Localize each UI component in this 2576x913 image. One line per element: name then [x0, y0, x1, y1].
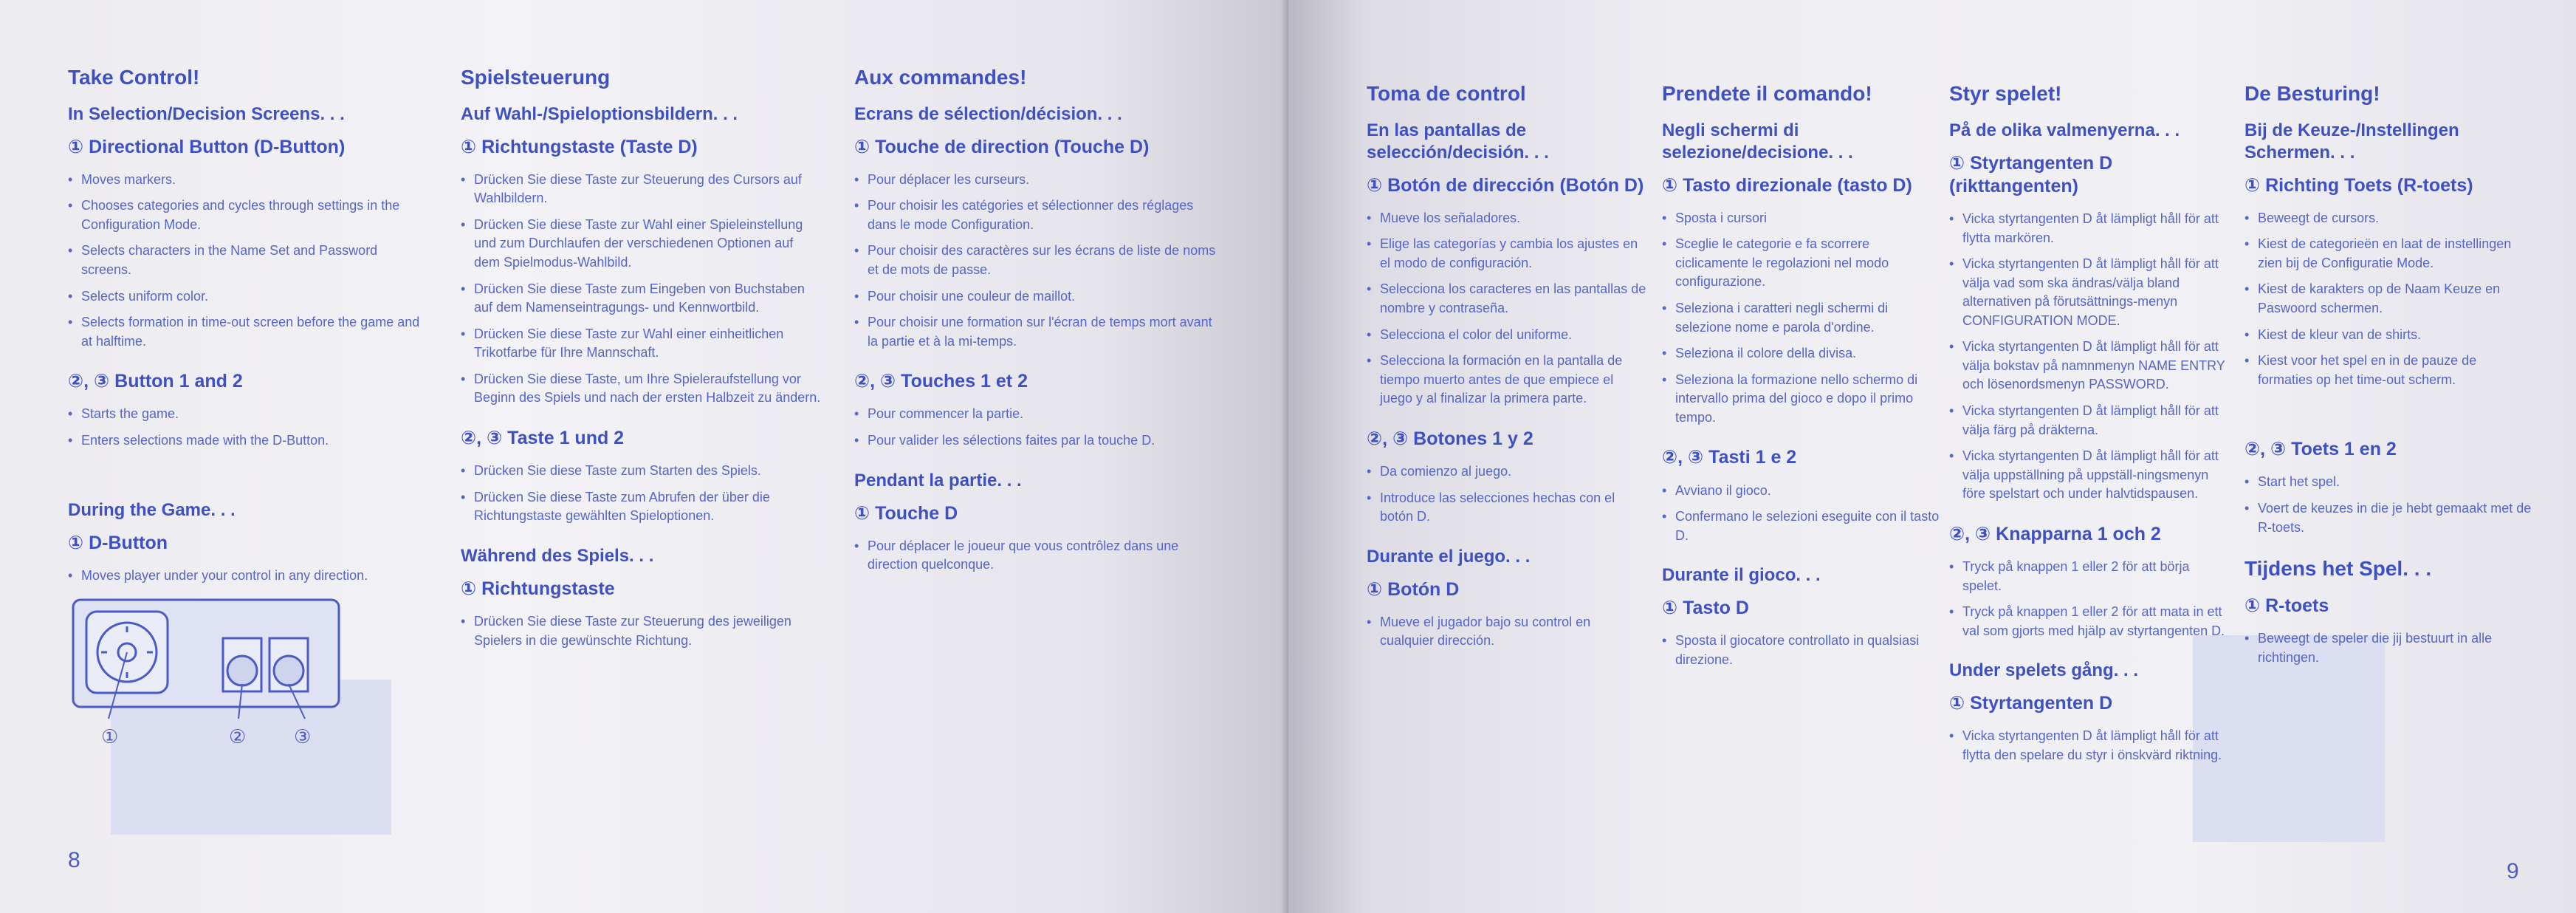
- list-item: • Selecciona el color del uniforme.: [1367, 326, 1647, 345]
- english-heading-dbutton: ① Directional Button (D-Button): [68, 136, 346, 157]
- french-dbutton2-list: [854, 537, 1223, 575]
- list-item: • Beweegt de cursors.: [2244, 209, 2532, 228]
- swedish-dbutton-list: [1949, 210, 2226, 504]
- list-item: • Sposta i cursori: [1662, 209, 1943, 228]
- french-title: Aux commandes!: [854, 66, 1027, 89]
- spanish-dbutton-list: [1367, 209, 1647, 408]
- list-item: • Elige las categorías y cambia los ajustes en el modo de configuración.: [1367, 235, 1647, 273]
- german-title: Spielsteuerung: [461, 66, 611, 89]
- list-item: • Seleziona la formazione nello schermo di intervallo prima del gioco e dopo il primo tempo.: [1662, 371, 1943, 428]
- list-item: • Pour choisir les catégories et sélectionner des réglages dans le mode Configuration.: [854, 196, 1223, 234]
- french-heading-buttons: ②, ③ Touches 1 et 2: [854, 371, 1028, 392]
- list-item: • Kiest de karakters op de Naam Keuze en Paswoord schermen.: [2244, 280, 2532, 318]
- dutch-title: De Besturing!: [2244, 82, 2380, 105]
- list-item: • Pour valider les sélections faites par la touche D.: [854, 431, 1223, 451]
- french-heading-dbutton: ① Touche de direction (Touche D): [854, 136, 1150, 157]
- french-subheading-selection: Ecrans de sélection/décision. . .: [854, 103, 1122, 124]
- dutch-heading-dbutton2: ① R-toets: [2244, 595, 2329, 616]
- list-item: • Tryck på knappen 1 eller 2 för att börja spelet.: [1949, 558, 2226, 595]
- dutch-subheading-game: Tijdens het Spel. . .: [2244, 557, 2432, 581]
- german-subheading-selection: Auf Wahl-/Spieloptionsbildern. . .: [461, 103, 738, 124]
- german-dbutton2-list: [461, 612, 822, 650]
- spanish-heading-dbutton: ① Botón de dirección (Botón D): [1367, 174, 1644, 196]
- spanish-title: Toma de control: [1367, 82, 1526, 105]
- english-heading-dbutton2: ① D-Button: [68, 532, 168, 553]
- spanish-column: [1367, 81, 1647, 670]
- list-item: • Pour choisir des caractères sur les écrans de liste de noms et de mots de passe.: [854, 242, 1223, 279]
- english-subheading-selection: In Selection/Decision Screens. . .: [68, 103, 345, 124]
- dutch-subheading-selection: Bij de Keuze-/Instellingen Schermen. . .: [2244, 120, 2459, 163]
- list-item: • Drücken Sie diese Taste zum Abrufen der über die Richtungstaste gewählten Spieloptionen.: [461, 488, 822, 526]
- list-item: • Introduce las selecciones hechas con el botón D.: [1367, 489, 1647, 527]
- english-heading-buttons: ②, ③ Button 1 and 2: [68, 371, 243, 392]
- dutch-buttons-list: [2244, 473, 2532, 537]
- french-heading-dbutton2: ① Touche D: [854, 502, 958, 524]
- french-subheading-game: Pendant la partie. . .: [854, 470, 1022, 490]
- list-item: • Vicka styrtangenten D åt lämpligt håll för att välja färg på dräkterna.: [1949, 402, 2226, 440]
- list-item: • Seleziona i caratteri negli schermi di selezione nome e parola d'ordine.: [1662, 299, 1943, 337]
- german-column: [461, 65, 822, 669]
- list-item: • Sposta il giocatore controllato in qualsiasi direzione.: [1662, 632, 1943, 669]
- list-item: • Vicka styrtangenten D åt lämpligt håll för att välja vad som ska ändras/välja bland alternativen på förutsättnings-menyn CONFIGURATION MODE.: [1949, 255, 2226, 330]
- swedish-buttons-list: [1949, 558, 2226, 640]
- english-dbutton-list: [68, 171, 422, 351]
- italian-dbutton-list: [1662, 209, 1943, 427]
- german-heading-dbutton: ① Richtungstaste (Taste D): [461, 136, 698, 157]
- german-heading-buttons: ②, ③ Taste 1 und 2: [461, 427, 625, 448]
- swedish-heading-dbutton: ① Styrtangenten D (rikttangenten): [1949, 152, 2113, 196]
- list-item: • Enters selections made with the D-Button.: [68, 431, 422, 451]
- list-item: • Selects uniform color.: [68, 287, 422, 307]
- swedish-heading-buttons: ②, ③ Knapparna 1 och 2: [1949, 523, 2161, 544]
- spanish-buttons-list: [1367, 462, 1647, 527]
- list-item: • Selects formation in time-out screen before the game and at halftime.: [68, 313, 422, 351]
- list-item: • Da comienzo al juego.: [1367, 462, 1647, 482]
- list-item: • Pour commencer la partie.: [854, 405, 1223, 424]
- list-item: • Pour choisir une couleur de maillot.: [854, 287, 1223, 307]
- french-column: [854, 65, 1223, 594]
- page-number-right: 9: [2507, 859, 2519, 883]
- swedish-heading-dbutton2: ① Styrtangenten D: [1949, 693, 2113, 714]
- italian-subheading-game: Durante il gioco. . .: [1662, 565, 1821, 586]
- list-item: • Pour déplacer le joueur que vous contrôlez dans une direction quelconque.: [854, 537, 1223, 575]
- italian-dbutton2-list: [1662, 632, 1943, 669]
- german-dbutton-list: [461, 171, 822, 408]
- italian-subheading-selection: Negli schermi di selezione/decisione. . .: [1662, 120, 1853, 163]
- english-buttons-list: [68, 405, 422, 450]
- italian-title: Prendete il comando!: [1662, 82, 1872, 105]
- list-item: • Selects characters in the Name Set and Password screens.: [68, 242, 422, 279]
- italian-heading-dbutton2: ① Tasto D: [1662, 598, 1749, 619]
- list-item: • Vicka styrtangenten D åt lämpligt håll för att flytta den spelare du styr i önskvärd riktning.: [1949, 727, 2226, 765]
- list-item: • Beweegt de speler die jij bestuurt in alle richtingen.: [2244, 629, 2532, 667]
- italian-heading-dbutton: ① Tasto direzionale (tasto D): [1662, 174, 1912, 196]
- english-title: Take Control!: [68, 66, 200, 89]
- page-number-left: 8: [68, 848, 80, 872]
- spanish-subheading-game: Durante el juego. . .: [1367, 546, 1531, 567]
- list-item: • Confermano le selezioni eseguite con il tasto D.: [1662, 507, 1943, 545]
- list-item: • Drücken Sie diese Taste, um Ihre Spieleraufstellung vor Beginn des Spiels und nach der ersten Halbzeit zu ändern.: [461, 370, 822, 408]
- list-item: • Avviano il gioco.: [1662, 482, 1943, 501]
- german-heading-dbutton2: ① Richtungstaste: [461, 578, 615, 599]
- english-column: [68, 65, 422, 604]
- list-item: • Selecciona los caracteres en las pantallas de nombre y contraseña.: [1367, 280, 1647, 318]
- list-item: • Mueve los señaladores.: [1367, 209, 1647, 228]
- list-item: • Pour déplacer les curseurs.: [854, 171, 1223, 190]
- list-item: • Start het spel.: [2244, 473, 2532, 492]
- swedish-title: Styr spelet!: [1949, 82, 2062, 105]
- french-buttons-list: [854, 405, 1223, 450]
- dutch-dbutton2-list: [2244, 629, 2532, 667]
- dutch-column: [2244, 81, 2532, 686]
- list-item: • Kiest voor het spel en in de pauze de formaties op het time-out scherm.: [2244, 352, 2532, 389]
- list-item: • Drücken Sie diese Taste zur Wahl einer einheitlichen Trikotfarbe für Ihre Mannschaft.: [461, 325, 822, 363]
- list-item: • Moves markers.: [68, 171, 422, 190]
- list-item: • Vicka styrtangenten D åt lämpligt håll för att flytta markören.: [1949, 210, 2226, 247]
- list-item: • Drücken Sie diese Taste zum Starten des Spiels.: [461, 462, 822, 481]
- list-item: • Mueve el jugador bajo su control en cualquier dirección.: [1367, 613, 1647, 651]
- swedish-subheading-game: Under spelets gång. . .: [1949, 660, 2139, 681]
- italian-buttons-list: [1662, 482, 1943, 546]
- list-item: • Moves player under your control in any direction.: [68, 567, 422, 586]
- callout-1: ①: [101, 725, 119, 748]
- dutch-heading-dbutton: ① Richting Toets (R-toets): [2244, 174, 2473, 196]
- callout-3: ③: [294, 725, 312, 748]
- swedish-column: [1949, 81, 2226, 784]
- right-page: [1288, 0, 2576, 913]
- dutch-dbutton-list: [2244, 209, 2532, 389]
- list-item: • Drücken Sie diese Taste zum Eingeben von Buchstaben auf dem Namenseintragungs- und Kennwortbild.: [461, 280, 822, 318]
- list-item: • Drücken Sie diese Taste zur Wahl einer Spieleinstellung und zum Durchlaufen der verschiedenen Optionen auf dem Spielmodus-Wahlbild.: [461, 216, 822, 273]
- list-item: • Drücken Sie diese Taste zur Steuerung des Cursors auf Wahlbildern.: [461, 171, 822, 208]
- swedish-subheading-selection: På de olika valmenyerna. . .: [1949, 120, 2180, 140]
- callout-2: ②: [229, 725, 247, 748]
- list-item: • Drücken Sie diese Taste zur Steuerung des jeweiligen Spielers in die gewünschte Richtung.: [461, 612, 822, 650]
- list-item: • Tryck på knappen 1 eller 2 för att mata in ett val som gjorts med hjälp av styrtangenten D.: [1949, 603, 2226, 640]
- german-subheading-game: Während des Spiels. . .: [461, 545, 654, 566]
- list-item: • Vicka styrtangenten D åt lämpligt håll för att välja bokstav på namnmenyn NAME ENTRY och lösenordsmenyn PASSWORD.: [1949, 338, 2226, 394]
- list-item: • Chooses categories and cycles through settings in the Configuration Mode.: [68, 196, 422, 234]
- german-buttons-list: [461, 462, 822, 526]
- spanish-subheading-selection: En las pantallas de selección/decisión. . .: [1367, 120, 1549, 163]
- list-item: • Sceglie le categorie e fa scorrere ciclicamente le regolazioni nel modo configurazione.: [1662, 235, 1943, 292]
- list-item: • Pour choisir une formation sur l'écran de temps mort avant la partie et à la mi-temps.: [854, 313, 1223, 351]
- spanish-heading-dbutton2: ① Botón D: [1367, 578, 1460, 600]
- swedish-dbutton2-list: [1949, 727, 2226, 765]
- list-item: • Kiest de kleur van de shirts.: [2244, 326, 2532, 345]
- dutch-heading-buttons: ②, ③ Toets 1 en 2: [2244, 439, 2397, 460]
- list-item: • Kiest de categorieën en laat de instellingen zien bij de Configuratie Mode.: [2244, 235, 2532, 273]
- list-item: • Voert de keuzes in die je hebt gemaakt met de R-toets.: [2244, 499, 2532, 537]
- italian-column: [1662, 81, 1943, 689]
- list-item: • Selecciona la formación en la pantalla de tiempo muerto antes de que empiece el juego y al finalizar la primera parte.: [1367, 352, 1647, 408]
- french-dbutton-list: [854, 171, 1223, 351]
- italian-heading-buttons: ②, ③ Tasti 1 e 2: [1662, 447, 1797, 468]
- english-subheading-game: During the Game. . .: [68, 499, 236, 520]
- spanish-dbutton2-list: [1367, 613, 1647, 651]
- controller-illustration: [70, 597, 343, 722]
- list-item: • Starts the game.: [68, 405, 422, 424]
- english-dbutton2-list: [68, 567, 422, 586]
- list-item: • Vicka styrtangenten D åt lämpligt håll för att välja uppställning på uppställ-ningsmenyn före spelstart och under halvtidspausen.: [1949, 447, 2226, 504]
- list-item: • Seleziona il colore della divisa.: [1662, 344, 1943, 363]
- spanish-heading-buttons: ②, ③ Botones 1 y 2: [1367, 428, 1533, 449]
